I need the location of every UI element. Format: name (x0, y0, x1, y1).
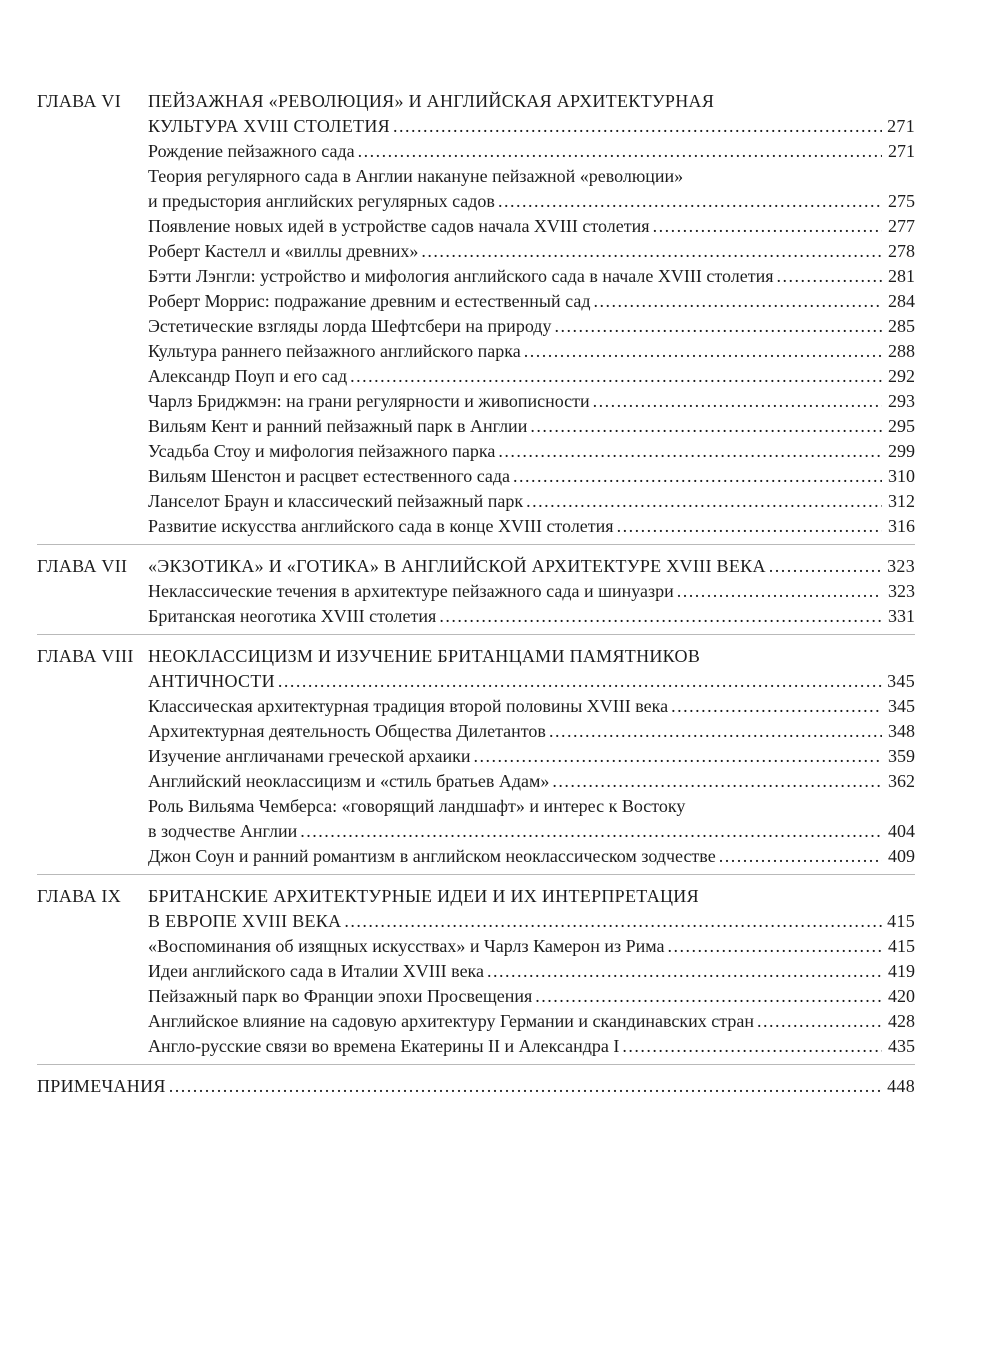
page-number: 415 (887, 911, 915, 931)
chapter-title[interactable] (148, 909, 915, 934)
toc-entry-text: Ланселот Браун и классический пейзажный парк (148, 491, 524, 511)
toc-entry[interactable] (148, 239, 915, 264)
toc-entry[interactable] (148, 389, 915, 414)
page-number: 345 (887, 671, 915, 691)
page-number: 362 (888, 771, 915, 791)
page-number: 293 (888, 391, 915, 411)
toc-entry-text: Чарлз Бриджмэн: на грани регулярности и живописности (148, 391, 590, 411)
toc-entry[interactable] (148, 514, 915, 539)
toc-entry[interactable] (148, 314, 915, 339)
toc-entry-text: Вильям Кент и ранний пейзажный парк в Англии (148, 416, 528, 436)
toc-entry-text: Британская неоготика XVIII столетия (148, 606, 437, 626)
toc-entry-text: Архитектурная деятельность Общества Дилетантов (148, 721, 546, 741)
toc-entry[interactable] (148, 1009, 915, 1034)
page-number: 288 (888, 341, 915, 361)
chapter-title-text: КУЛЬТУРА XVIII СТОЛЕТИЯ (148, 116, 390, 136)
toc-entry[interactable] (148, 439, 915, 464)
page-number: 281 (888, 266, 915, 286)
toc-entry[interactable] (148, 844, 915, 869)
toc-entry[interactable] (148, 214, 915, 239)
page-number: 359 (888, 746, 915, 766)
dot-leader (439, 604, 882, 629)
dot-leader (677, 579, 882, 604)
dot-leader (513, 464, 882, 489)
dot-leader (393, 114, 882, 139)
chapter-title-text: АНТИЧНОСТИ (148, 671, 275, 691)
page-number: 284 (888, 291, 915, 311)
page-number: 435 (888, 1036, 915, 1056)
page-number: 271 (887, 116, 915, 136)
chapter-title-text: «ЭКЗОТИКА» И «ГОТИКА» В АНГЛИЙСКОЙ АРХИТЕКТУРЕ XVIII ВЕКА (148, 556, 766, 576)
page-number: 345 (888, 696, 915, 716)
toc-entry[interactable] (148, 579, 915, 604)
dot-leader (535, 984, 882, 1009)
page-number: 404 (888, 821, 915, 841)
chapter-title-text: В ЕВРОПЕ XVIII ВЕКА (148, 911, 342, 931)
dot-leader (653, 214, 882, 239)
dot-leader (358, 139, 882, 164)
toc-entry-text: Бэтти Лэнгли: устройство и мифология английского сада в начале XVIII столетия (148, 266, 774, 286)
toc-entry-text: Классическая архитектурная традиция второй половины XVIII века (148, 696, 669, 716)
toc-entry[interactable] (148, 819, 915, 844)
toc-entry-text: Неклассические течения в архитектуре пейзажного сада и шинуазри (148, 581, 674, 601)
toc-entry-text: «Воспоминания об изящных искусствах» и Чарлз Камерон из Рима (148, 936, 665, 956)
toc-entry[interactable] (148, 769, 915, 794)
dot-leader (777, 264, 883, 289)
toc-entry[interactable] (148, 264, 915, 289)
page-number: 420 (888, 986, 915, 1006)
dot-leader (487, 959, 882, 984)
dot-leader (552, 769, 882, 794)
chapter-label: ГЛАВА VII (37, 556, 128, 576)
toc-entry[interactable] (148, 289, 915, 314)
dot-leader (498, 189, 882, 214)
dot-leader (526, 489, 882, 514)
page-number: 323 (887, 556, 915, 576)
dot-leader (344, 909, 882, 934)
page-number: 428 (888, 1011, 915, 1031)
toc-entry-text: в зодчестве Англии (148, 821, 298, 841)
chapter-title[interactable] (148, 114, 915, 139)
toc-entry[interactable] (148, 414, 915, 439)
toc-entry[interactable] (148, 364, 915, 389)
toc-entry-text: Изучение англичанами греческой архаики (148, 746, 471, 766)
toc-entry[interactable] (148, 1034, 915, 1059)
page-number: 331 (888, 606, 915, 626)
page-number: 299 (888, 441, 915, 461)
chapter-label: ГЛАВА IX (37, 886, 122, 906)
page-number: 415 (888, 936, 915, 956)
dot-leader (622, 1034, 882, 1059)
toc-entry-text: Эстетические взгляды лорда Шефтсбери на природу (148, 316, 552, 336)
dot-leader (668, 934, 883, 959)
dot-leader (524, 339, 882, 364)
chapter-title-line: НЕОКЛАССИЦИЗМ И ИЗУЧЕНИЕ БРИТАНЦАМИ ПАМЯТНИКОВ (148, 646, 701, 666)
toc-entry-text: Английский неоклассицизм и «стиль братьев Адам» (148, 771, 550, 791)
toc-entry-text: Идеи английского сада в Италии XVIII века (148, 961, 485, 981)
toc-entry-text: Роберт Кастелл и «виллы древних» (148, 241, 419, 261)
dot-leader (769, 554, 882, 579)
dot-leader (757, 1009, 882, 1034)
page-number: 295 (888, 416, 915, 436)
toc-entry-text: Развитие искусства английского сада в конце XVIII столетия (148, 516, 614, 536)
chapter-section (37, 89, 915, 545)
notes-label: ПРИМЕЧАНИЯ (37, 1076, 166, 1096)
page-number: 277 (888, 216, 915, 236)
toc-entry-text: Александр Поуп и его сад (148, 366, 348, 386)
chapter-section (37, 554, 915, 635)
page-number: 292 (888, 366, 915, 386)
dot-leader (350, 364, 882, 389)
toc-entry-text: и предыстория английских регулярных садов (148, 191, 495, 211)
toc-entry[interactable] (148, 189, 915, 214)
dot-leader (498, 439, 882, 464)
dot-leader (554, 314, 882, 339)
chapter-label: ГЛАВА VIII (37, 646, 134, 666)
toc-entry[interactable] (148, 139, 915, 164)
page-number: 285 (888, 316, 915, 336)
toc-entry-text: Вильям Шенстон и расцвет естественного сада (148, 466, 511, 486)
toc-entry-text: Усадьба Стоу и мифология пейзажного парка (148, 441, 496, 461)
toc-entry-line: Теория регулярного сада в Англии накануне пейзажной «революции» (148, 166, 684, 186)
page-number: 448 (887, 1076, 915, 1096)
notes-section (37, 1074, 915, 1099)
page-number: 419 (888, 961, 915, 981)
toc-entry[interactable] (148, 464, 915, 489)
toc-entry[interactable] (148, 984, 915, 1009)
dot-leader (719, 844, 882, 869)
dot-leader (617, 514, 882, 539)
chapter-label: ГЛАВА VI (37, 91, 122, 111)
chapter-section (37, 884, 915, 1065)
dot-leader (593, 289, 882, 314)
toc-entry[interactable] (148, 959, 915, 984)
dot-leader (549, 719, 882, 744)
toc-entry[interactable] (148, 719, 915, 744)
chapter-title-line: БРИТАНСКИЕ АРХИТЕКТУРНЫЕ ИДЕИ И ИХ ИНТЕРПРЕТАЦИЯ (148, 886, 699, 906)
toc-entry[interactable] (148, 934, 915, 959)
toc-entry[interactable] (148, 694, 915, 719)
notes-entry[interactable] (37, 1074, 915, 1099)
toc-entry-text: Джон Соун и ранний романтизм в английском неоклассическом зодчестве (148, 846, 716, 866)
toc-entry[interactable] (148, 339, 915, 364)
dot-leader (474, 744, 882, 769)
toc-entry-text: Культура раннего пейзажного английского парка (148, 341, 521, 361)
toc-entry-text: Английское влияние на садовую архитектуру Германии и скандинавских стран (148, 1011, 754, 1031)
page-number: 310 (888, 466, 915, 486)
chapter-section (37, 644, 915, 875)
toc-entry-text: Роберт Моррис: подражание древним и естественный сад (148, 291, 591, 311)
toc-entry-line: Роль Вильяма Чемберса: «говорящий ландшафт» и интерес к Востоку (148, 796, 686, 816)
toc-entry[interactable] (148, 489, 915, 514)
page-number: 271 (888, 141, 915, 161)
toc-entry-text: Рождение пейзажного сада (148, 141, 355, 161)
toc-entry-text: Англо-русские связи во времена Екатерины II и Александра I (148, 1036, 620, 1056)
chapter-title[interactable] (148, 669, 915, 694)
toc-entry[interactable] (148, 604, 915, 629)
toc-entry-text: Пейзажный парк во Франции эпохи Просвещения (148, 986, 533, 1006)
table-of-contents (37, 89, 915, 1099)
page-number: 323 (888, 581, 915, 601)
dot-leader (593, 389, 882, 414)
page-number: 348 (888, 721, 915, 741)
dot-leader (300, 819, 882, 844)
dot-leader (421, 239, 882, 264)
page-number: 275 (888, 191, 915, 211)
dot-leader (671, 694, 882, 719)
dot-leader (278, 669, 882, 694)
page-number: 312 (888, 491, 915, 511)
page-number: 409 (888, 846, 915, 866)
dot-leader (530, 414, 882, 439)
page-number: 278 (888, 241, 915, 261)
page-number: 316 (888, 516, 915, 536)
dot-leader (169, 1074, 882, 1099)
toc-entry-text: Появление новых идей в устройстве садов начала XVIII столетия (148, 216, 650, 236)
chapter-title-line: ПЕЙЗАЖНАЯ «РЕВОЛЮЦИЯ» И АНГЛИЙСКАЯ АРХИТЕКТУРНАЯ (148, 91, 715, 111)
chapter-title[interactable] (148, 554, 915, 579)
toc-entry[interactable] (148, 744, 915, 769)
